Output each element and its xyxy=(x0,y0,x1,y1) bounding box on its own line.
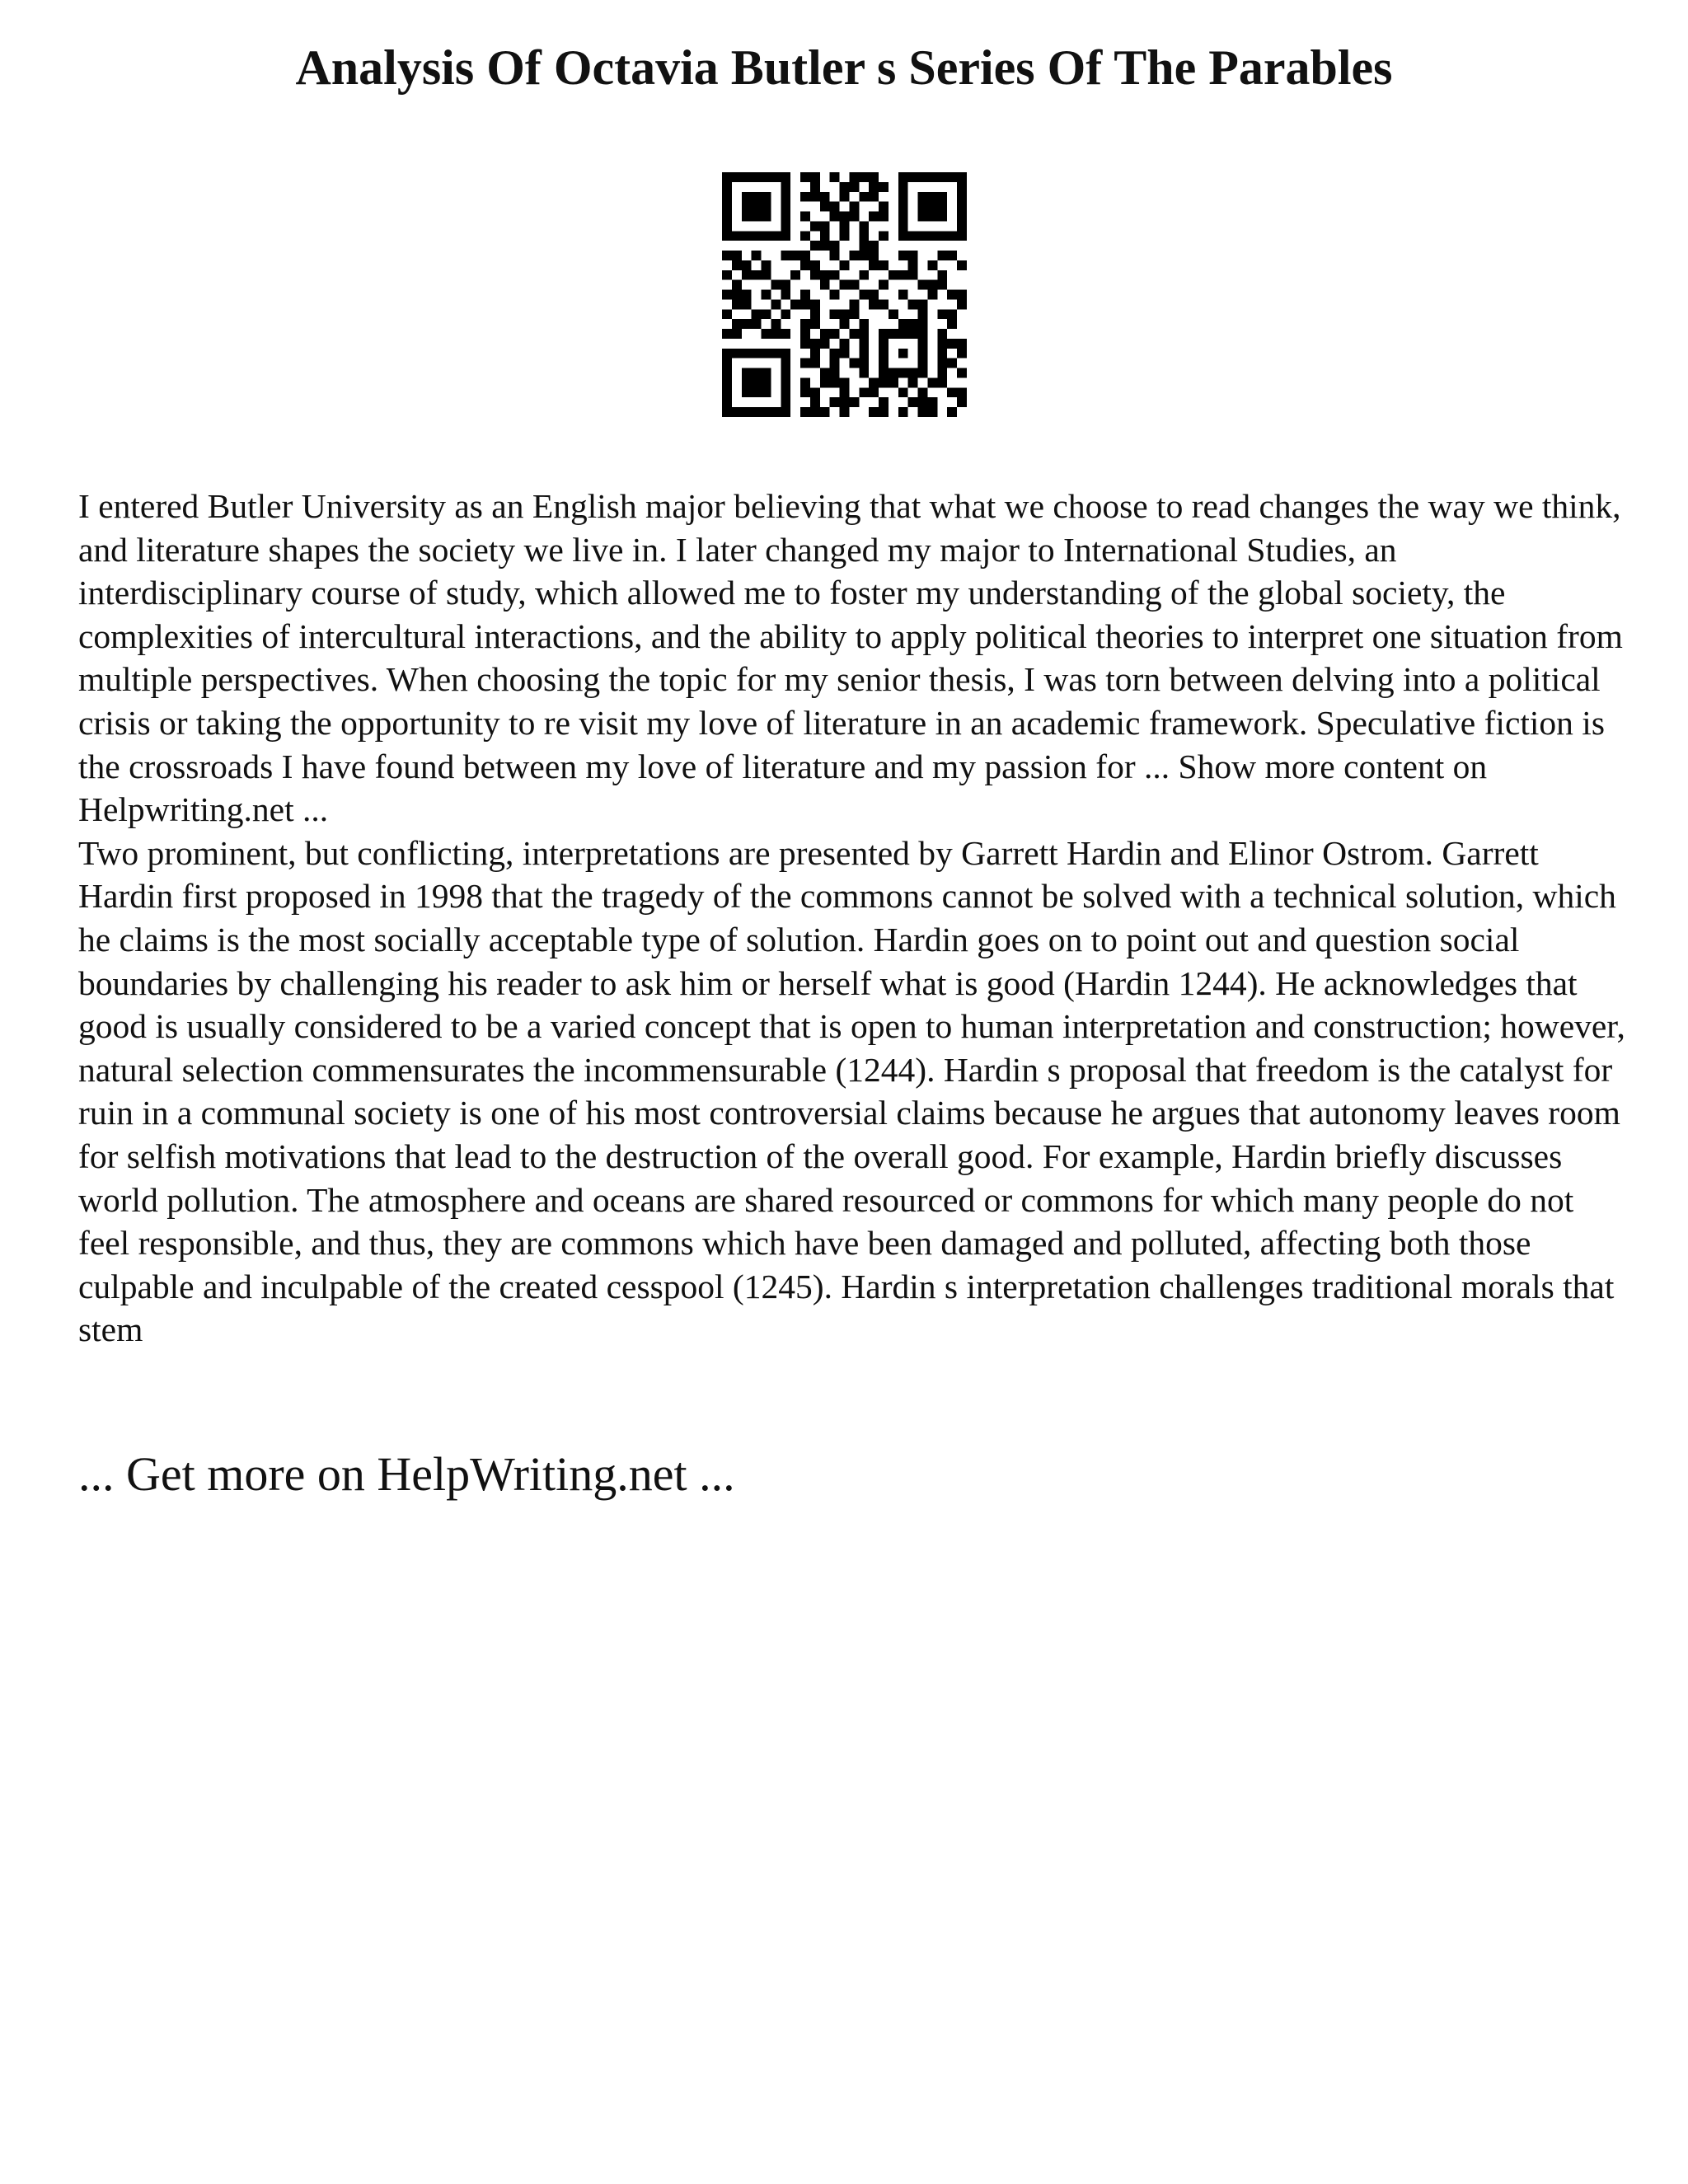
qr-code-icon xyxy=(722,172,967,417)
paragraph-intro: I entered Butler University as an English major believing that what we choose to read changes the way we think, and literature shapes the society we live in. I later changed my major to International Studies, an interdisciplinary course of study, which allowed me to foster my understanding of the global society, the complexities of intercultural interactions, and the ability to apply political theories to interpret one situation from multiple perspectives. When choosing the topic for my senior thesis, I was torn between delving into a political crisis or taking the opportunity to re visit my love of literature in an academic framework. Speculative fiction is the crossroads I have found between my love of literature and my passion for ... Show more content on Helpwriting.net ... xyxy=(78,487,1623,829)
body-text xyxy=(78,485,1628,1352)
paragraph-hardin: Two prominent, but conflicting, interpretations are presented by Garrett Hardin and Elinor Ostrom. Garrett Hardin first proposed in 1998 that the tragedy of the commons cannot be solved with a technical solution, which he claims is the most socially acceptable type of solution. Hardin goes on to point out and question social boundaries by challenging his reader to ask him or herself what is good (Hardin 1244). He acknowledges that good is usually considered to be a varied concept that is open to human interpretation and construction; however, natural selection commensurates the incommensurable (1244). Hardin s proposal that freedom is the catalyst for ruin in a communal society is one of his most controversial claims because he argues that autonomy leaves room for selfish motivations that lead to the destruction of the overall good. For example, Hardin briefly discusses world pollution. The atmosphere and oceans are shared resourced or commons for which many people do not feel responsible, and thus, they are commons which have been damaged and polluted, affecting both those culpable and inculpable of the created cesspool (1245). Hardin s interpretation challenges traditional morals that stem xyxy=(78,833,1625,1349)
get-more-link[interactable]: ... Get more on HelpWriting.net ... xyxy=(78,1447,735,1501)
page-title: Analysis Of Octavia Butler s Series Of The Parables xyxy=(295,40,1393,95)
